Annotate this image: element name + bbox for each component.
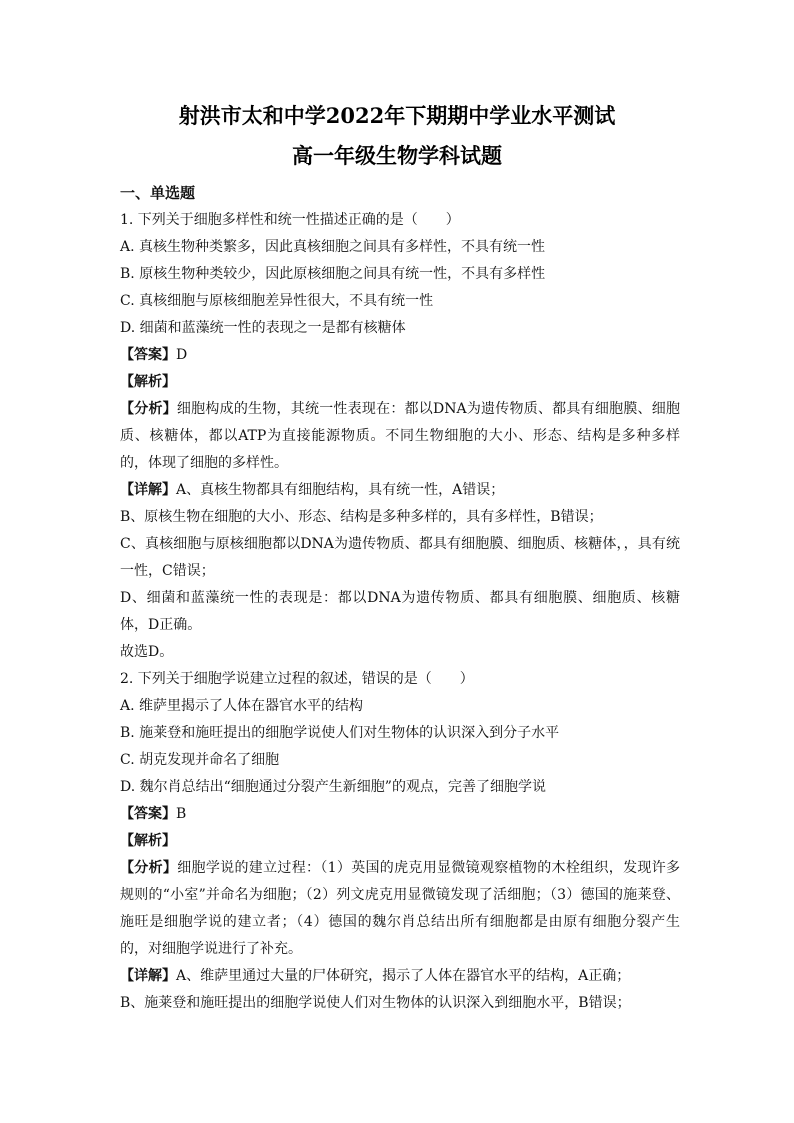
question-2-option-b: B. 施莱登和施旺提出的细胞学说使人们对生物体的认识深入到分子水平	[120, 725, 560, 741]
question-1-answer	[120, 342, 680, 369]
question-1-fenxi	[120, 396, 680, 477]
question-1-analysis-tag: 【解析】	[120, 374, 176, 390]
xiangjie-tag: 【详解】	[120, 482, 176, 498]
question-1-option-a: A. 真核生物种类繁多，因此真核细胞之间具有多样性，不具有统一性	[120, 239, 546, 255]
fenxi-text: 细胞学说的建立过程：（1）英国的虎克用显微镜观察植物的木栓组织，发现许多规则的“小室”并命名为细胞；（2）列文虎克用显微镜发现了活细胞；（3）德国的施莱登、施旺是细胞学说的建立者；（4）德国的魏尔肖总结出所有细胞都是由原有细胞分裂产生的，对细胞学说进行了补充。	[120, 860, 681, 957]
section-heading: 一、单选题	[120, 184, 196, 202]
question-1-xiangjie-c: C、真核细胞与原核细胞都以DNA为遗传物质、都具有细胞膜、细胞质、核糖体，，具有统一性，C错误；	[120, 536, 680, 579]
question-2-fenxi	[120, 855, 680, 963]
question-2-option-a: A. 维萨里揭示了人体在器官水平的结构	[120, 698, 364, 714]
question-2-option-d: D. 魏尔肖总结出“细胞通过分裂产生新细胞”的观点，完善了细胞学说	[120, 779, 546, 795]
question-1-stem: 1. 下列关于细胞多样性和统一性描述正确的是（ ）	[120, 212, 460, 228]
question-1-conclusion: 故选D。	[120, 644, 174, 660]
xiangjie-text: A、真核生物都具有细胞结构，具有统一性，A错误；	[176, 482, 505, 498]
question-1-option-c: C. 真核细胞与原核细胞差异性很大，不具有统一性	[120, 293, 434, 309]
question-2-xiangjie-b: B、施莱登和施旺提出的细胞学说使人们对生物体的认识深入到细胞水平，B错误；	[120, 995, 631, 1011]
fenxi-tag: 【分析】	[120, 401, 177, 417]
fenxi-text: 细胞构成的生物，其统一性表现在：都以DNA为遗传物质、都具有细胞膜、细胞质、核糖体，都以ATP为直接能源物质。不同生物细胞的大小、形态、结构是多种多样的，体现了细胞的多样性。	[120, 401, 681, 471]
document-title: 射洪市太和中学2022年下期期中学业水平测试	[178, 103, 616, 128]
question-2-option-c: C. 胡克发现并命名了细胞	[120, 752, 280, 768]
question-1-xiangjie-b: B、原核生物在细胞的大小、形态、结构是多种多样的，具有多样性，B错误；	[120, 509, 603, 525]
answer-value: D	[176, 347, 188, 363]
document-subtitle: 高一年级生物学科试题	[292, 143, 502, 168]
xiangjie-tag: 【详解】	[120, 968, 176, 984]
question-2-xiangjie-a	[120, 963, 680, 990]
answer-value: B	[176, 806, 187, 822]
document-body	[120, 180, 680, 1017]
question-1-option-b: B. 原核生物种类较少，因此原核细胞之间具有统一性，不具有多样性	[120, 266, 546, 282]
fenxi-tag: 【分析】	[120, 860, 178, 876]
question-1-xiangjie-a	[120, 477, 680, 504]
question-2-answer	[120, 801, 680, 828]
answer-tag: 【答案】	[120, 347, 176, 363]
question-1-option-d: D. 细菌和蓝藻统一性的表现之一是都有核糖体	[120, 320, 406, 336]
question-2-analysis-tag: 【解析】	[120, 833, 176, 849]
xiangjie-text: A、维萨里通过大量的尸体研究，揭示了人体在器官水平的结构，A正确；	[176, 968, 631, 984]
question-2-stem: 2. 下列关于细胞学说建立过程的叙述，错误的是（ ）	[120, 671, 474, 687]
question-1-xiangjie-d: D、细菌和蓝藻统一性的表现是：都以DNA为遗传物质、都具有细胞膜、细胞质、核糖体，D正确。	[120, 590, 680, 633]
answer-tag: 【答案】	[120, 806, 176, 822]
